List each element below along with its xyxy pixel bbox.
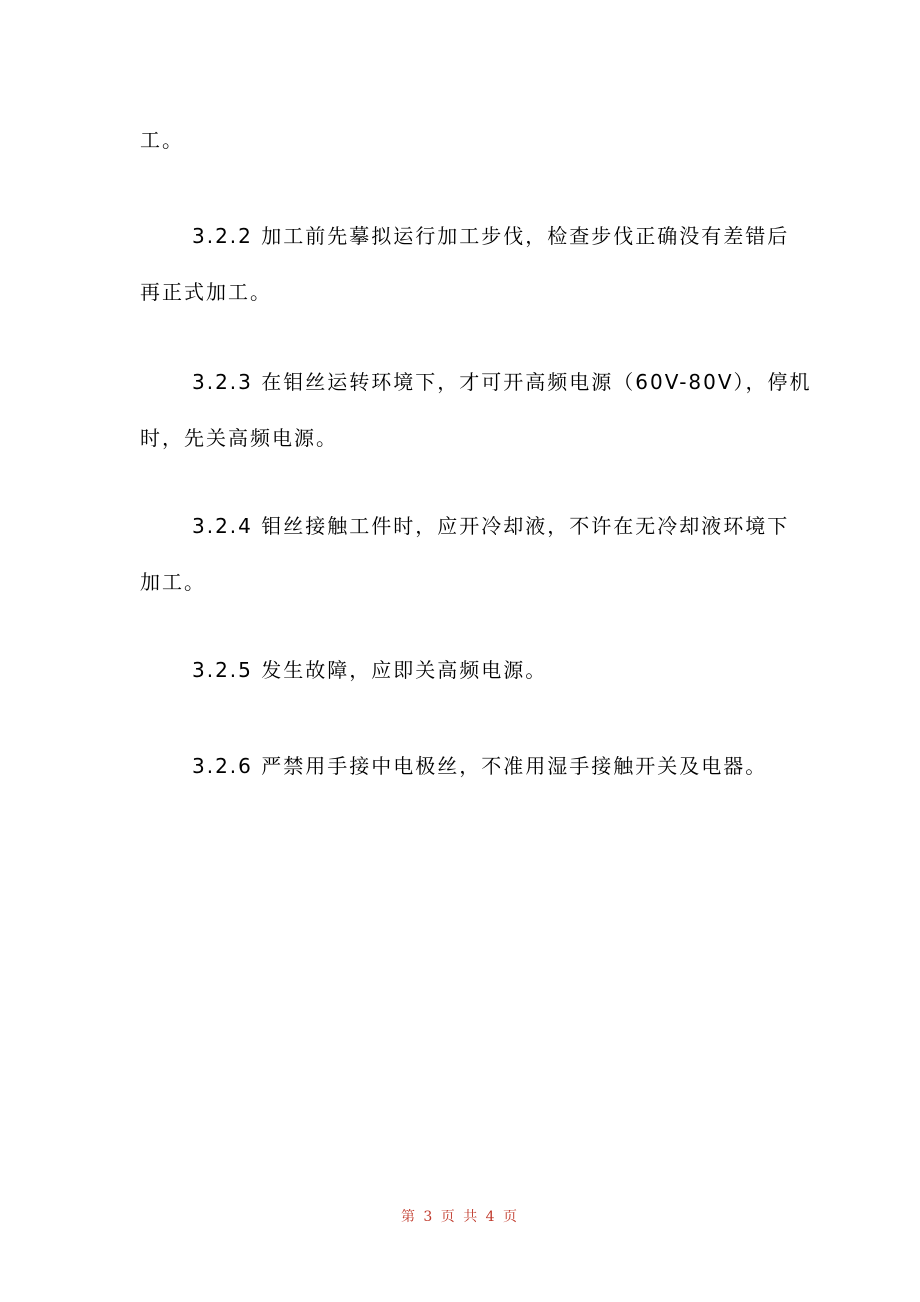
paragraph-line: 工。 xyxy=(140,128,184,152)
paragraph-line: 3.2.3 在钼丝运转环境下，才可开高频电源（60V-80V），停机 xyxy=(192,370,812,394)
paragraph-3-2-4 xyxy=(140,498,790,610)
paragraph-3-2-6 xyxy=(140,738,785,794)
paragraph-line: 时，先关高频电源。 xyxy=(140,426,338,450)
paragraph-line: 3.2.4 钼丝接触工件时，应开冷却液，不许在无冷却液环境下 xyxy=(192,514,790,538)
paragraph-line: 加工。 xyxy=(140,570,206,594)
paragraph-line: 3.2.6 严禁用手接中电极丝，不准用湿手接触开关及电器。 xyxy=(192,754,768,778)
paragraph-3-2-5 xyxy=(140,642,785,698)
paragraph-3-2-3 xyxy=(140,354,812,466)
paragraph-line: 3.2.2 加工前先摹拟运行加工步伐，检查步伐正确没有差错后 xyxy=(192,224,790,248)
paragraph-line: 3.2.5 发生故障，应即关高频电源。 xyxy=(192,658,548,682)
paragraph-line: 再正式加工。 xyxy=(140,280,272,304)
page-number-footer: 第 3 页 共 4 页 xyxy=(400,1209,520,1225)
paragraph-3-2-2 xyxy=(140,208,790,320)
paragraph-continuation xyxy=(140,112,785,168)
